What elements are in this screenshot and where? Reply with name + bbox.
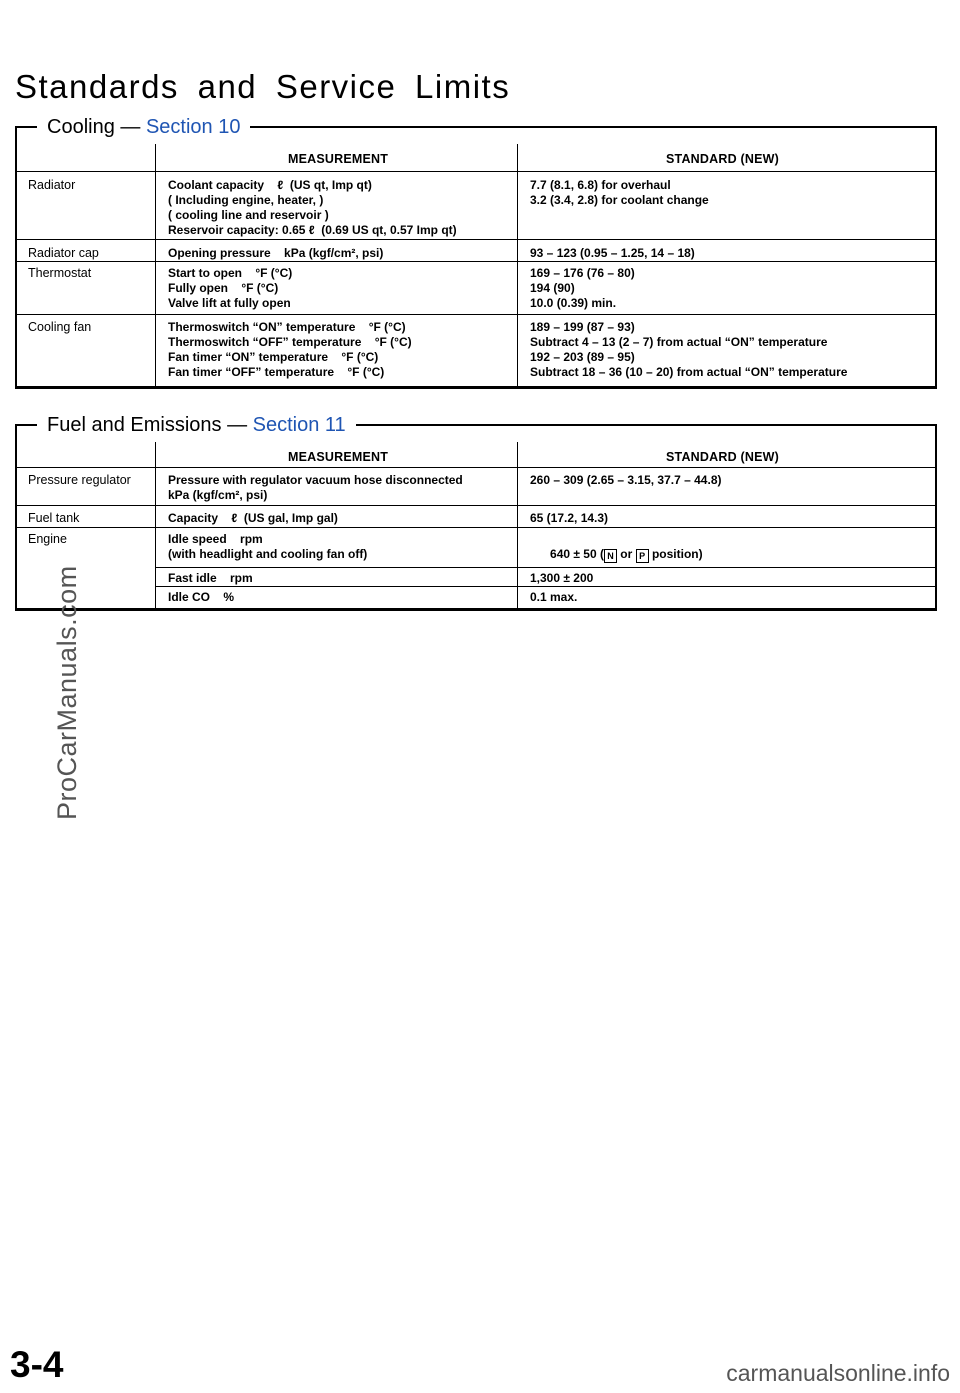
header-rule — [17, 171, 935, 172]
standard-column-header: STANDARD (NEW) — [666, 152, 779, 166]
idle-speed-value: 640 ± 50 ( — [550, 547, 604, 561]
cooling-section — [15, 116, 937, 389]
standard-cell: 1,300 ± 200 — [530, 571, 594, 585]
fuel-emissions-heading-text: Fuel and Emissions — [47, 414, 222, 436]
neutral-position-icon: N — [604, 549, 617, 563]
position-text: position) — [648, 547, 703, 561]
measurement-cell: Idle CO % — [168, 590, 235, 604]
measurement-cell: Coolant capacity ℓ (US qt, Imp qt) ( Including engine, heater, ) ( cooling line and reservoir ) Reservoir capacity: 0.65 ℓ (0.69 US qt, 0.57 Imp qt) — [168, 178, 457, 237]
row-rule — [17, 261, 935, 262]
row-rule — [155, 586, 935, 587]
row-rule — [17, 527, 935, 528]
item-label: Radiator cap — [28, 246, 99, 260]
item-label: Engine — [28, 532, 67, 546]
standard-cell: 189 – 199 (87 – 93) Subtract 4 – 13 (2 – 7) from actual “ON” temperature 192 – 203 (89 – 95) Subtract 18 – 36 (10 – 20) from actual “ON” temperature — [530, 320, 848, 379]
measurement-column-header: MEASUREMENT — [288, 152, 389, 166]
page-title: Standards and Service Limits — [15, 68, 511, 105]
measurement-cell: Thermoswitch “ON” temperature °F (°C) Thermoswitch “OFF” temperature °F (°C) Fan timer “ON” temperature °F (°C) Fan timer “OFF” temperature °F (°C) — [168, 320, 412, 379]
standard-cell: 0.1 max. — [530, 590, 578, 604]
park-position-icon: P — [636, 549, 649, 563]
cooling-heading-dash: — — [120, 116, 141, 138]
column-divider — [155, 144, 156, 386]
row-rule — [155, 567, 935, 568]
measurement-cell: Idle speed rpm (with headlight and cooling fan off) — [168, 532, 368, 561]
measurement-cell: Opening pressure kPa (kgf/cm², psi) — [168, 246, 384, 260]
standard-cell: 260 – 309 (2.65 – 3.15, 37.7 – 44.8) — [530, 473, 722, 487]
item-label: Cooling fan — [28, 320, 92, 334]
item-label: Pressure regulator — [28, 473, 131, 487]
measurement-cell: Fast idle rpm — [168, 571, 253, 585]
cooling-heading — [37, 114, 250, 140]
cooling-heading-text: Cooling — [47, 116, 115, 138]
standard-cell: 169 – 176 (76 – 80) 194 (90) 10.0 (0.39) min. — [530, 266, 635, 310]
row-rule — [17, 314, 935, 315]
standard-cell: 7.7 (8.1, 6.8) for overhaul 3.2 (3.4, 2.8) for coolant change — [530, 178, 709, 207]
fuel-emissions-heading-dash: — — [227, 414, 248, 436]
or-text: or — [616, 547, 636, 561]
measurement-cell: Capacity ℓ (US gal, Imp gal) — [168, 511, 338, 525]
fuel-emissions-section-link[interactable]: Section 11 — [252, 414, 346, 436]
row-rule — [17, 239, 935, 240]
item-label: Thermostat — [28, 266, 92, 280]
header-rule — [17, 467, 935, 468]
fuel-emissions-heading — [37, 412, 356, 438]
page-number: 3-4 — [10, 1344, 64, 1385]
standard-cell: 65 (17.2, 14.3) — [530, 511, 609, 525]
row-rule — [17, 505, 935, 506]
measurement-cell: Start to open °F (°C) Fully open °F (°C) Valve lift at fully open — [168, 266, 293, 310]
standard-cell: 93 – 123 (0.95 – 1.25, 14 – 18) — [530, 246, 695, 260]
item-label: Fuel tank — [28, 511, 80, 525]
measurement-cell: Pressure with regulator vacuum hose disconnected kPa (kgf/cm², psi) — [168, 473, 463, 502]
fuel-emissions-section — [15, 414, 937, 611]
standard-column-header: STANDARD (NEW) — [666, 450, 779, 464]
measurement-column-header: MEASUREMENT — [288, 450, 389, 464]
footer-watermark: carmanualsonline.info — [726, 1360, 950, 1386]
side-watermark: ProCarManuals.com — [52, 565, 82, 820]
cooling-section-link[interactable]: Section 10 — [145, 116, 241, 138]
column-divider — [517, 144, 518, 386]
item-label: Radiator — [28, 178, 76, 192]
